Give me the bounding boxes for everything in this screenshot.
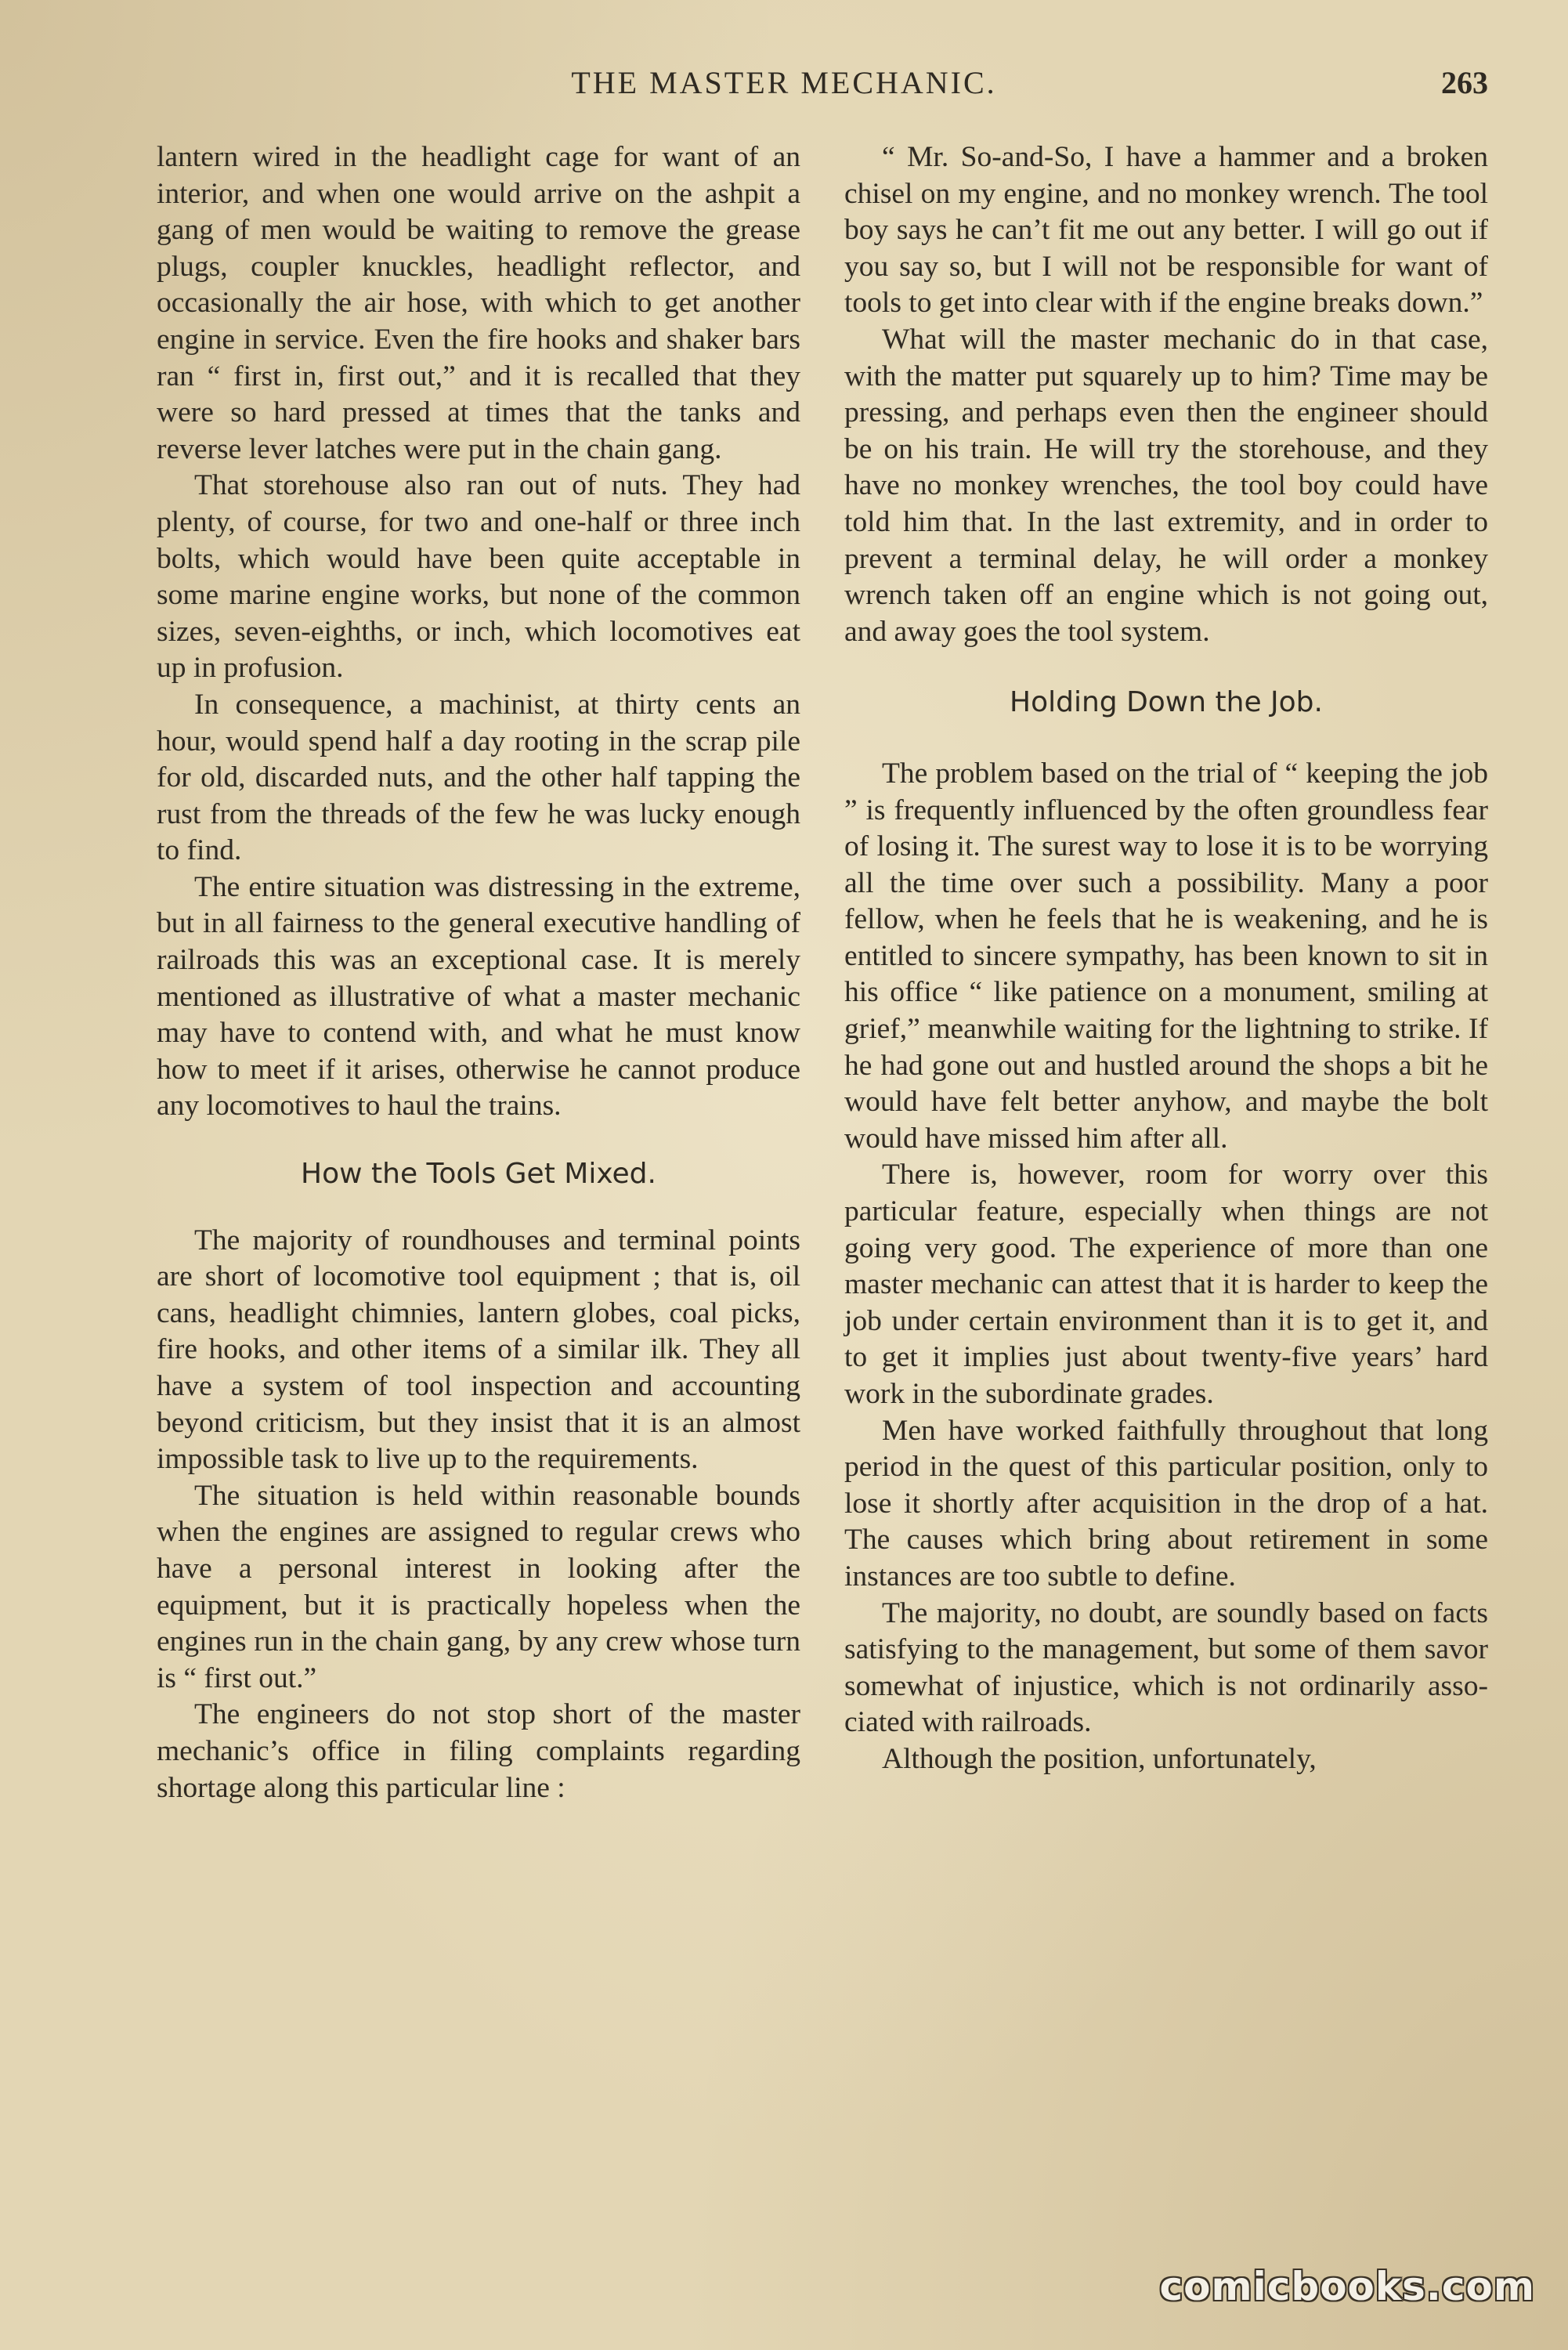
right-column	[844, 139, 1488, 1778]
body-paragraph: Although the position, unfortunately,	[882, 1742, 1317, 1775]
body-paragraph: “ Mr. So-and-So, I have a hammer and a broken chisel on my engine, and no monkey wrench. The tool boy says he can’t fit me out any better. I will go out if you say so, but I will not be responsible for want of tools to get into clear with if the engine breaks down.”	[844, 141, 1488, 320]
body-paragraph: In consequence, a machinist, at thirty cents an hour, would spend half a day rooting in the scrap pile for old, discarded nuts, and the other half tapping the rust from the threads of the few he was lucky enough to find.	[157, 688, 800, 867]
page-header	[0, 64, 1568, 111]
body-paragraph: The majority, no doubt, are soundly based on facts satisfying to the management, but some of them savor somewhat of injustice, which is not ordinarily associated with railroads.	[844, 1596, 1488, 1739]
body-paragraph: The problem based on the trial of “ keeping the job ” is frequently influenced by the often groundless fear of losing it. The surest way to lose it is to be worrying all the time over such a possibility. Many a poor fellow, when he feels that he is weakening, and he is entitled to sincere sympathy, has been known to sit in his office “ like patience on a monument, smiling at grief,” meanwhile waiting for the lightning to strike. If he had gone out and hustled around the shops a bit he would have felt better anyhow, and maybe the bolt would have missed him after all.	[844, 757, 1488, 1155]
page-number: 263	[1441, 65, 1488, 100]
site-watermark: comicbooks.com	[1159, 2264, 1535, 2309]
body-paragraph: lantern wired in the headlight cage for want of an interior, and when one would arrive on the ashpit a gang of men would be waiting to remove the grease plugs, coupler knuckles, headlight reflector, and occasionally the air hose, with which to get another engine in service. Even the fire hooks and shaker bars ran “ first in, first out,” and it is recalled that they were so hard pressed at times that the tanks and reverse lever latches were put in the chain gang.	[157, 141, 800, 465]
section-heading: How the Tools Get Mixed.	[301, 1158, 656, 1191]
body-paragraph: The entire situation was distressing in the extreme, but in all fairness to the general executive handling of railroads this was an exceptional case. It is merely mentioned as illustrative of what a master mechanic may have to contend with, and what he must know how to meet if it arises, otherwise he cannot produce any locomotives to haul the trains.	[157, 870, 800, 1123]
body-paragraph: Men have worked faithfully throughout that long period in the quest of this particular position, only to lose it shortly after acquisition in the drop of a hat. The causes which bring about retirement in some instances are too subtle to define.	[844, 1414, 1488, 1593]
left-column	[157, 139, 800, 1806]
body-paragraph: That storehouse also ran out of nuts. They had plenty, of course, for two and one-half or three inch bolts, which would have been quite acceptable in some marine engine works, but none of the common sizes, seven-eighths, or inch, which locomotives eat up in profusion.	[157, 469, 800, 685]
body-paragraph: There is, however, room for worry over this particular feature, especially when things are not going very good. The experience of more than one master mechanic can attest that it is harder to keep the job under certain environment than it is to get it, and to get it implies just about twenty-five years’ hard work in the subordinate grades.	[844, 1159, 1488, 1410]
section-heading: Holding Down the Job.	[1010, 686, 1323, 719]
body-paragraph: The engineers do not stop short of the master mechanic’s office in filing complaints regarding shortage along this particular line :	[157, 1698, 800, 1804]
running-title: THE MASTER MECHANIC.	[571, 65, 997, 100]
body-paragraph: What will the master mechanic do in that case, with the matter put squarely up to him? Time may be pressing, and perhaps even then the engineer should be on his train. He will try the storehouse, and they have no monkey wrenches, the tool boy could have told him that. In the last extremity, and in order to prevent a terminal delay, he will order a monkey wrench taken off an engine which is not going out, and away goes the tool system.	[844, 323, 1488, 648]
body-paragraph: The majority of roundhouses and terminal points are short of locomotive tool equipment ; that is, oil cans, headlight chimnies, lantern globes, coal picks, fire hooks, and other items of a similar ilk. They all have a system of tool inspection and accounting beyond criticism, but they insist that it is an almost impossible task to live up to the requirements.	[157, 1224, 800, 1476]
body-paragraph: The situation is held within reasonable bounds when the engines are assigned to regular crews who have a personal interest in looking after the equipment, but it is practically hopeless when the engines run in the chain gang, by any crew whose turn is “ first out.”	[157, 1479, 800, 1694]
